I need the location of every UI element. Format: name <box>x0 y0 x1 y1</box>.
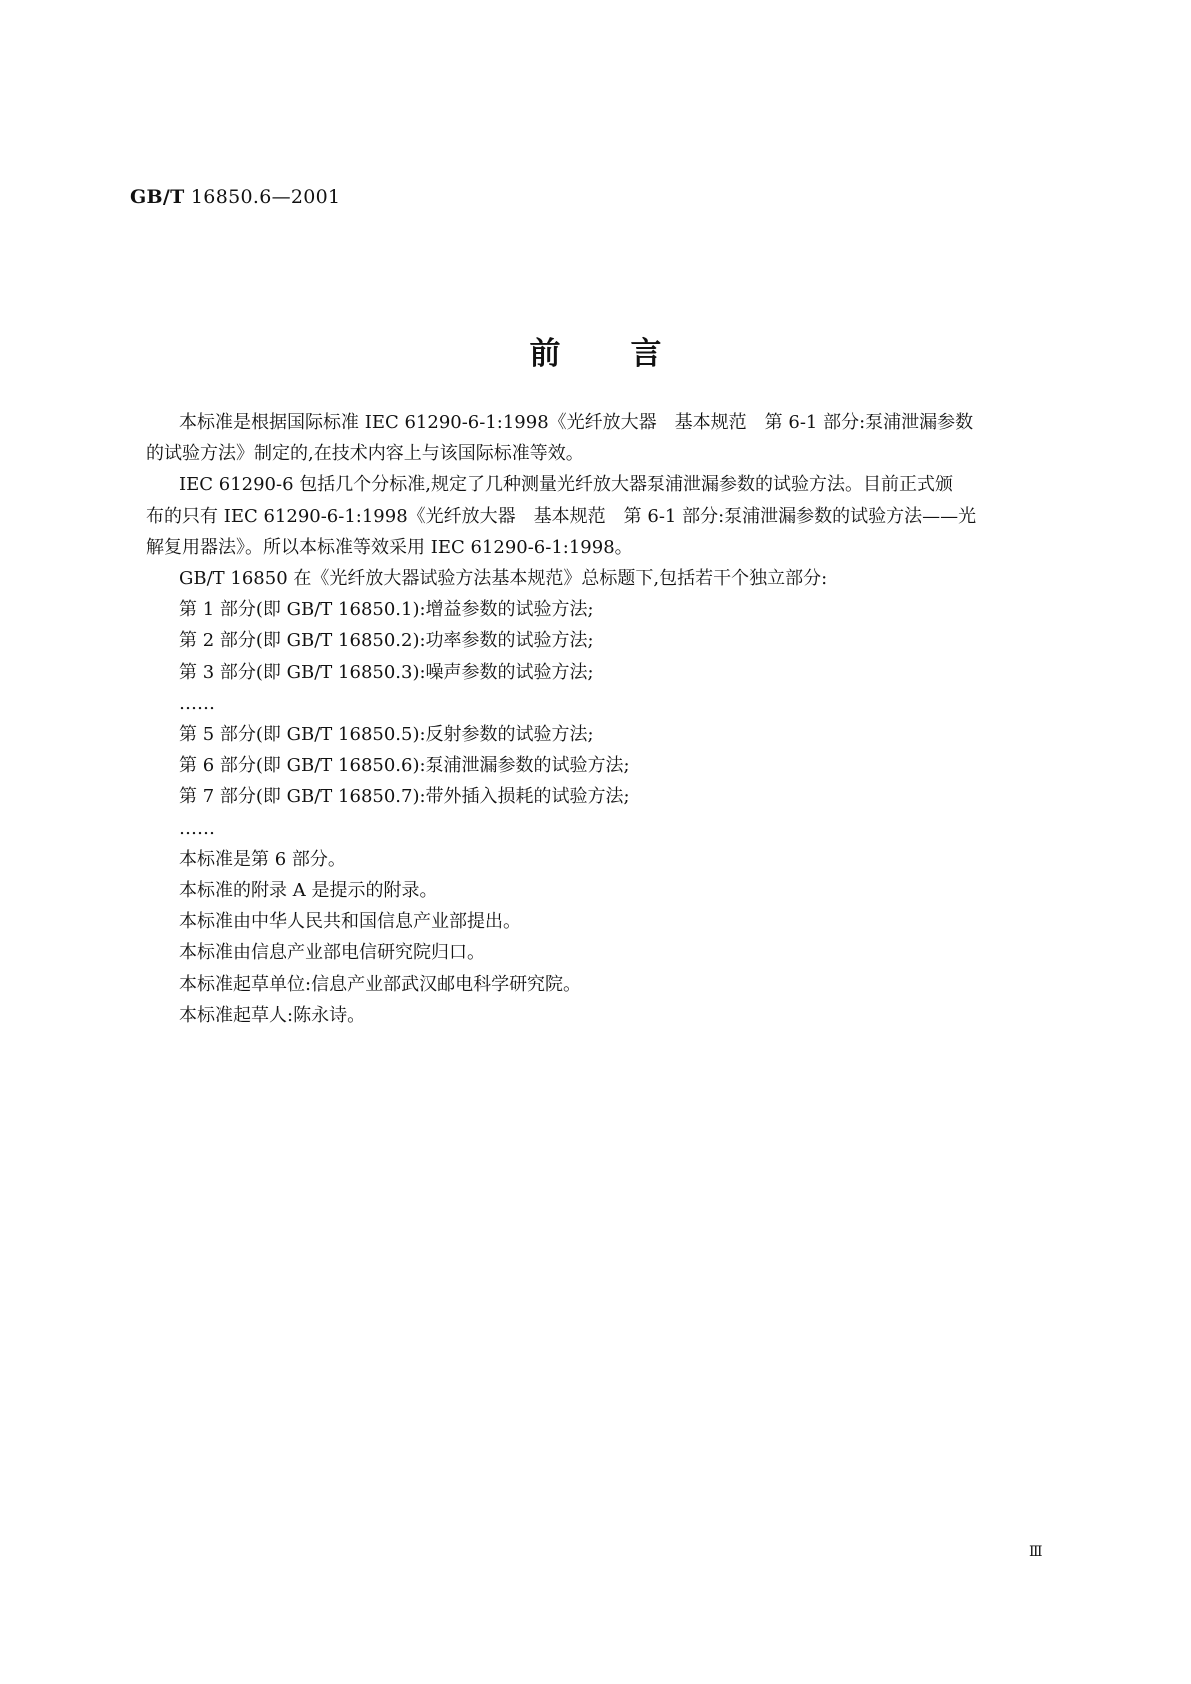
paragraph-2-line-1: IEC 61290-6 包括几个分标准,规定了几种测量光纤放大器泵浦泄漏参数的试验方法。目前正式颁 <box>179 474 953 496</box>
statement-administrator: 本标准由信息产业部电信研究院归口。 <box>179 942 485 964</box>
paragraph-1-line-1: 本标准是根据国际标准 IEC 61290-6-1:1998《光纤放大器 基本规范 第 6-1 部分:泵浦泄漏参数 <box>179 412 974 433</box>
part-list-item: 第 3 部分(即 GB/T 16850.3):噪声参数的试验方法; <box>179 661 594 683</box>
part-list-item: 第 7 部分(即 GB/T 16850.7):带外插入损耗的试验方法; <box>179 786 630 808</box>
foreword-body <box>146 407 1067 1031</box>
ellipsis: …… <box>179 817 215 839</box>
part-list-item: 第 2 部分(即 GB/T 16850.2):功率参数的试验方法; <box>179 630 594 652</box>
title-char-1: 前 <box>529 336 561 372</box>
page-number: Ⅲ <box>1029 1544 1043 1560</box>
page-title <box>0 328 1191 373</box>
part-list-item: 第 1 部分(即 GB/T 16850.1):增益参数的试验方法; <box>179 599 594 621</box>
paragraph-3: GB/T 16850 在《光纤放大器试验方法基本规范》总标题下,包括若干个独立部分: <box>179 568 828 590</box>
statement-proposer: 本标准由中华人民共和国信息产业部提出。 <box>179 911 521 933</box>
ellipsis: …… <box>179 692 215 714</box>
statement-appendix: 本标准的附录 A 是提示的附录。 <box>179 880 438 902</box>
paragraph-2-line-3: 解复用器法》。所以本标准等效采用 IEC 61290-6-1:1998。 <box>146 536 633 558</box>
standard-number <box>130 186 340 208</box>
standard-code: 16850.6—2001 <box>184 186 341 208</box>
paragraph-1-line-2: 的试验方法》制定的,在技术内容上与该国际标准等效。 <box>146 443 584 465</box>
statement-part-number: 本标准是第 6 部分。 <box>179 848 346 870</box>
statement-drafter: 本标准起草人:陈永诗。 <box>179 1004 366 1026</box>
standard-prefix: GB/T <box>130 186 185 208</box>
paragraph-2-line-2: 布的只有 IEC 61290-6-1:1998《光纤放大器 基本规范 第 6-1 部分:泵浦泄漏参数的试验方法——光 <box>146 505 977 527</box>
title-char-2: 言 <box>630 336 662 372</box>
part-list-item: 第 5 部分(即 GB/T 16850.5):反射参数的试验方法; <box>179 724 594 746</box>
part-list-item: 第 6 部分(即 GB/T 16850.6):泵浦泄漏参数的试验方法; <box>179 755 630 777</box>
statement-drafting-unit: 本标准起草单位:信息产业部武汉邮电科学研究院。 <box>179 973 582 995</box>
